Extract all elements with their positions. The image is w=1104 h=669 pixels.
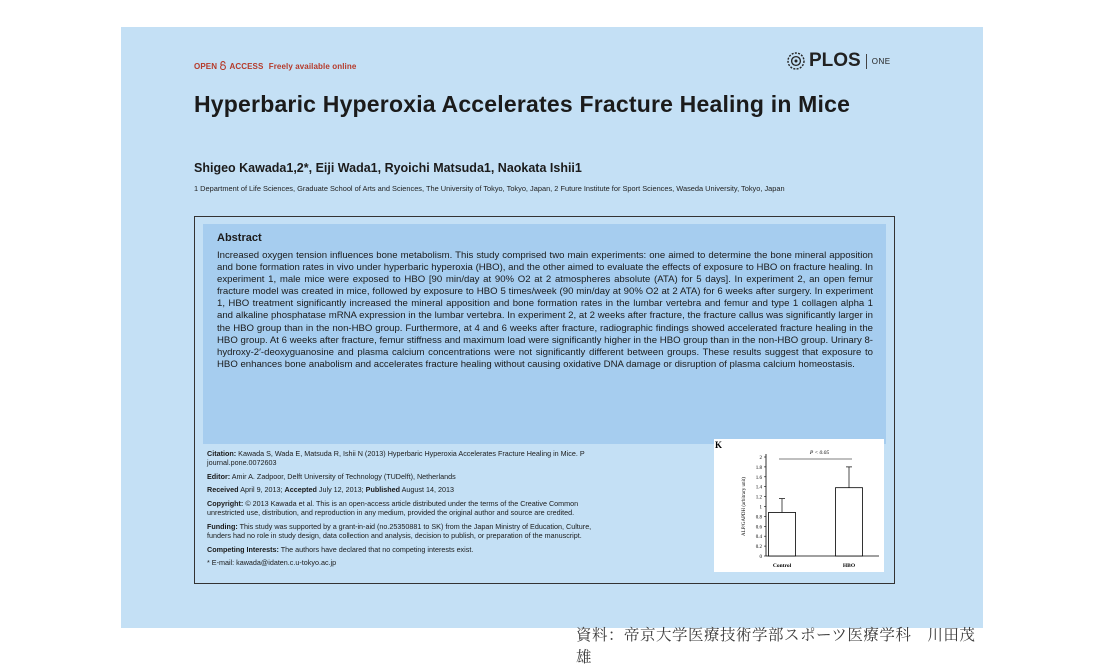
y-tick-label: 0 [759,555,762,560]
x-tick-label: Control [772,563,792,569]
editor-text: Amir A. Zadpoor, Delft University of Technology (TUDelft), Netherlands [231,471,456,481]
article-title: Hyperbaric Hyperoxia Accelerates Fracture Healing in Mice [194,91,851,117]
freely-available-label: Freely available online [268,62,357,71]
y-tick-label: 1.6 [755,475,762,481]
funding-text: This study was supported by a grant-in-aid (no.25350881 to SK) from the Japan Ministry of Education, Culture, [239,521,592,531]
bar-control [769,512,796,556]
open-access-banner [194,61,356,71]
copyright-label: Copyright: [207,498,244,508]
funding-line [207,522,717,540]
citation-doi: journal.pone.0072603 [207,458,277,468]
plos-logo-icon [786,51,806,71]
y-tick-label: 0.6 [755,525,762,531]
panel-label: K [715,440,723,450]
received-label: Received [207,485,239,495]
citation-text: Kawada S, Wada E, Matsuda R, Ishii N (2013) Hyperbaric Hyperoxia Accelerates Fracture Healing in Mice. P [238,449,585,458]
source-caption: 資料：帝京大学医療技術学部スポーツ医療学科 川田茂雄 [576,627,976,666]
funding-text-2: funders had no role in study design, data collection and analysis, decision to publish, or preparation of the manuscript. [207,530,582,540]
article-box [194,216,895,584]
x-tick-label: HBO [842,563,856,569]
editor-line [207,472,717,481]
logo-divider [866,54,867,69]
y-axis-label: ALP/GAPDH (arbitrary unit) [742,477,747,536]
y-tick-label: 1.2 [755,495,762,501]
open-label: OPEN [194,62,218,71]
accepted-label: Accepted [284,485,317,495]
y-tick-label: 1.4 [755,485,762,491]
email-line: * E-mail: kawada@idaten.c.u-tokyo.ac.jp [207,558,337,568]
abstract-text: Increased oxygen tension influences bone metabolism. This study comprised two main experiments: one aimed to determine the bone mineral apposition and bone formation rates in vivo under hyperbaric hyperoxia (HBO), and the other aimed to evaluate the effects of exposure to HBO on fracture healing. In experiment 1, male mice were exposed to HBO [90 min/day at 90% O2 at 2 atmospheres absolute (ATA) for 5 days]. In experiment 2, an open femur fracture model was created in mice, followed by exposure to HBO 5 times/week (90 min/day at 90% O2 at 2 ATA) for 6 weeks after surgery. In experiment 1, HBO treatment significantly increased the mineral apposition and bone formation rates in the lumbar vertebra and femur and type 1 collagen alpha 1 and alkaline phosphatase mRNA expression in the lumbar vertebra. In experiment 2, at 2 weeks after fracture, the fracture callus was significantly larger in the HBO group than in the non-HBO group. Furthermore, at 4 and 6 weeks after fracture, radiographic findings showed accelerated fracture healing in the HBO group. At 6 weeks after fracture, femur stiffness and maximum load were significantly higher in the HBO group than in the non-HBO group. Urinary 8-hydroxy-2′-deoxyguanosine and plasma calcium concentrations were not significantly different between groups. These results suggest that exposure to HBO enhances bone anabolism and accelerates fracture healing without causing oxidative DNA damage or disruption of plasma calcium homeostasis. [217,250,873,370]
competing-interests-line [207,545,717,554]
article-metadata [207,449,717,572]
citation-line [207,449,717,467]
y-tick-label: 0.8 [755,515,762,521]
y-tick-label: 0.4 [755,535,762,541]
access-label: ACCESS [229,62,264,71]
y-tick-label: 2 [759,456,762,461]
citation-label: Citation: [207,449,237,458]
slide-panel [121,27,983,666]
competing-label: Competing Interests: [207,544,279,554]
y-tick-label: 0.2 [755,545,762,551]
copyright-line [207,499,717,517]
funding-label: Funding: [207,521,238,531]
significance-label: P < 0.05 [809,450,830,456]
published-date: August 14, 2013 [401,485,454,495]
editor-label: Editor: [207,471,231,481]
y-tick-label: 1.8 [755,465,762,471]
affiliations: 1 Department of Life Sciences, Graduate School of Arts and Sciences, The University of Tokyo, Tokyo, Japan, 2 Future Institute for Sport Sciences, Waseda University, Tokyo, Japan [194,184,785,193]
bar-hbo [836,488,863,556]
accepted-date: July 12, 2013; [318,485,364,495]
publisher-name: PLOS [809,50,861,71]
competing-text: The authors have declared that no competing interests exist. [280,544,474,554]
chart-svg [714,439,884,572]
open-lock-icon [219,61,227,70]
y-tick-label: 1 [759,505,762,511]
journal-name: ONE [871,56,891,66]
plos-one-logo [786,50,891,72]
abstract-section [203,224,886,444]
copyright-text-2: unrestricted use, distribution, and reproduction in any medium, provided the original author and source are credited. [207,508,575,518]
abstract-heading: Abstract [217,232,262,244]
received-date: April 9, 2013; [240,485,283,495]
dates-line [207,485,717,494]
author-list: Shigeo Kawada1,2*, Eiji Wada1, Ryoichi Matsuda1, Naokata Ishii1 [194,161,582,175]
alp-bar-chart [714,439,884,572]
copyright-text: © 2013 Kawada et al. This is an open-access article distributed under the terms of the Creative Common [245,498,579,508]
published-label: Published [365,485,401,495]
